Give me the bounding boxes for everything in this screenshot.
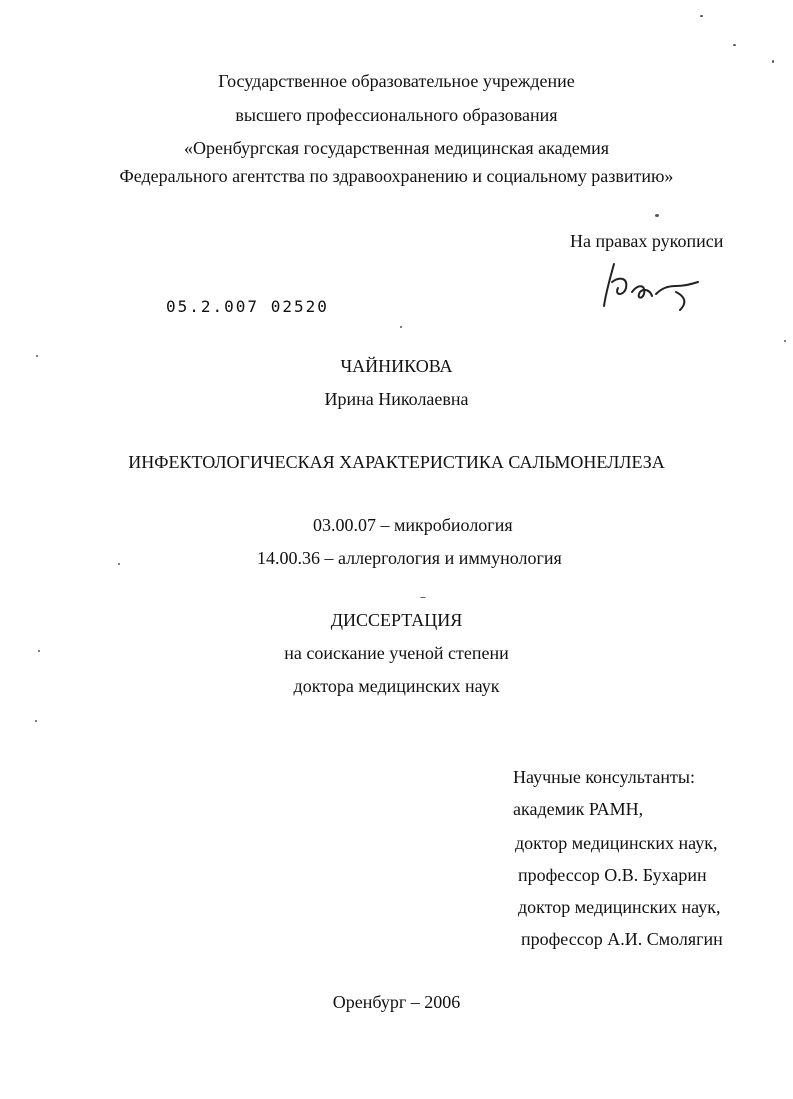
scan-speck <box>38 650 40 652</box>
specialty-code: 03.00.07 – <box>313 515 390 535</box>
work-type-line-2: доктора медицинских наук <box>293 676 500 696</box>
consultant-line: академик РАМН, <box>513 799 644 819</box>
consultant-line: доктор медицинских наук, <box>518 897 721 917</box>
signature-image <box>592 252 712 322</box>
specialty-name: аллергология и иммунология <box>338 548 562 568</box>
place-and-year: Оренбург – 2006 <box>332 992 461 1012</box>
work-type-line-1: на соискание ученой степени <box>284 643 509 663</box>
specialty-2 <box>257 547 562 569</box>
author-name: Ирина Николаевна <box>324 389 469 409</box>
consultant-line: доктор медицинских наук, <box>515 833 718 853</box>
scan-speck <box>400 326 402 328</box>
scan-speck <box>35 720 37 722</box>
scan-speck <box>655 214 659 217</box>
consultant-line: профессор А.И. Смолягин <box>521 929 723 949</box>
specialty-code: 14.00.36 – <box>257 548 334 568</box>
specialty-1 <box>313 514 513 536</box>
specialty-name: микробиология <box>394 515 513 535</box>
scan-speck <box>733 44 736 46</box>
dissertation-title: ИНФЕКТОЛОГИЧЕСКАЯ ХАРАКТЕРИСТИКА САЛЬМОНЕЛЛЕЗА <box>128 452 665 472</box>
institution-line-2: высшего профессионального образования <box>235 105 558 125</box>
rights-note: На правах рукописи <box>570 231 724 251</box>
author-surname: ЧАЙНИКОВА <box>340 356 453 376</box>
scan-speck <box>772 60 774 63</box>
institution-line-4: Федерального агентства по здравоохранению и социальному развитию» <box>119 166 674 186</box>
institution-line-3: «Оренбургская государственная медицинская академия <box>183 138 610 158</box>
consultants-heading: Научные консультанты: <box>513 767 695 787</box>
consultant-line: профессор О.В. Бухарин <box>518 865 707 885</box>
scan-speck <box>118 563 120 565</box>
scan-speck <box>700 15 703 17</box>
work-type-label: ДИССЕРТАЦИЯ <box>330 610 463 630</box>
institution-line-1: Государственное образовательное учреждение <box>218 71 575 91</box>
scan-speck <box>420 597 426 598</box>
registry-number: 05.2.007 02520 <box>166 297 329 316</box>
scan-speck <box>784 340 786 342</box>
scan-speck <box>36 355 38 357</box>
